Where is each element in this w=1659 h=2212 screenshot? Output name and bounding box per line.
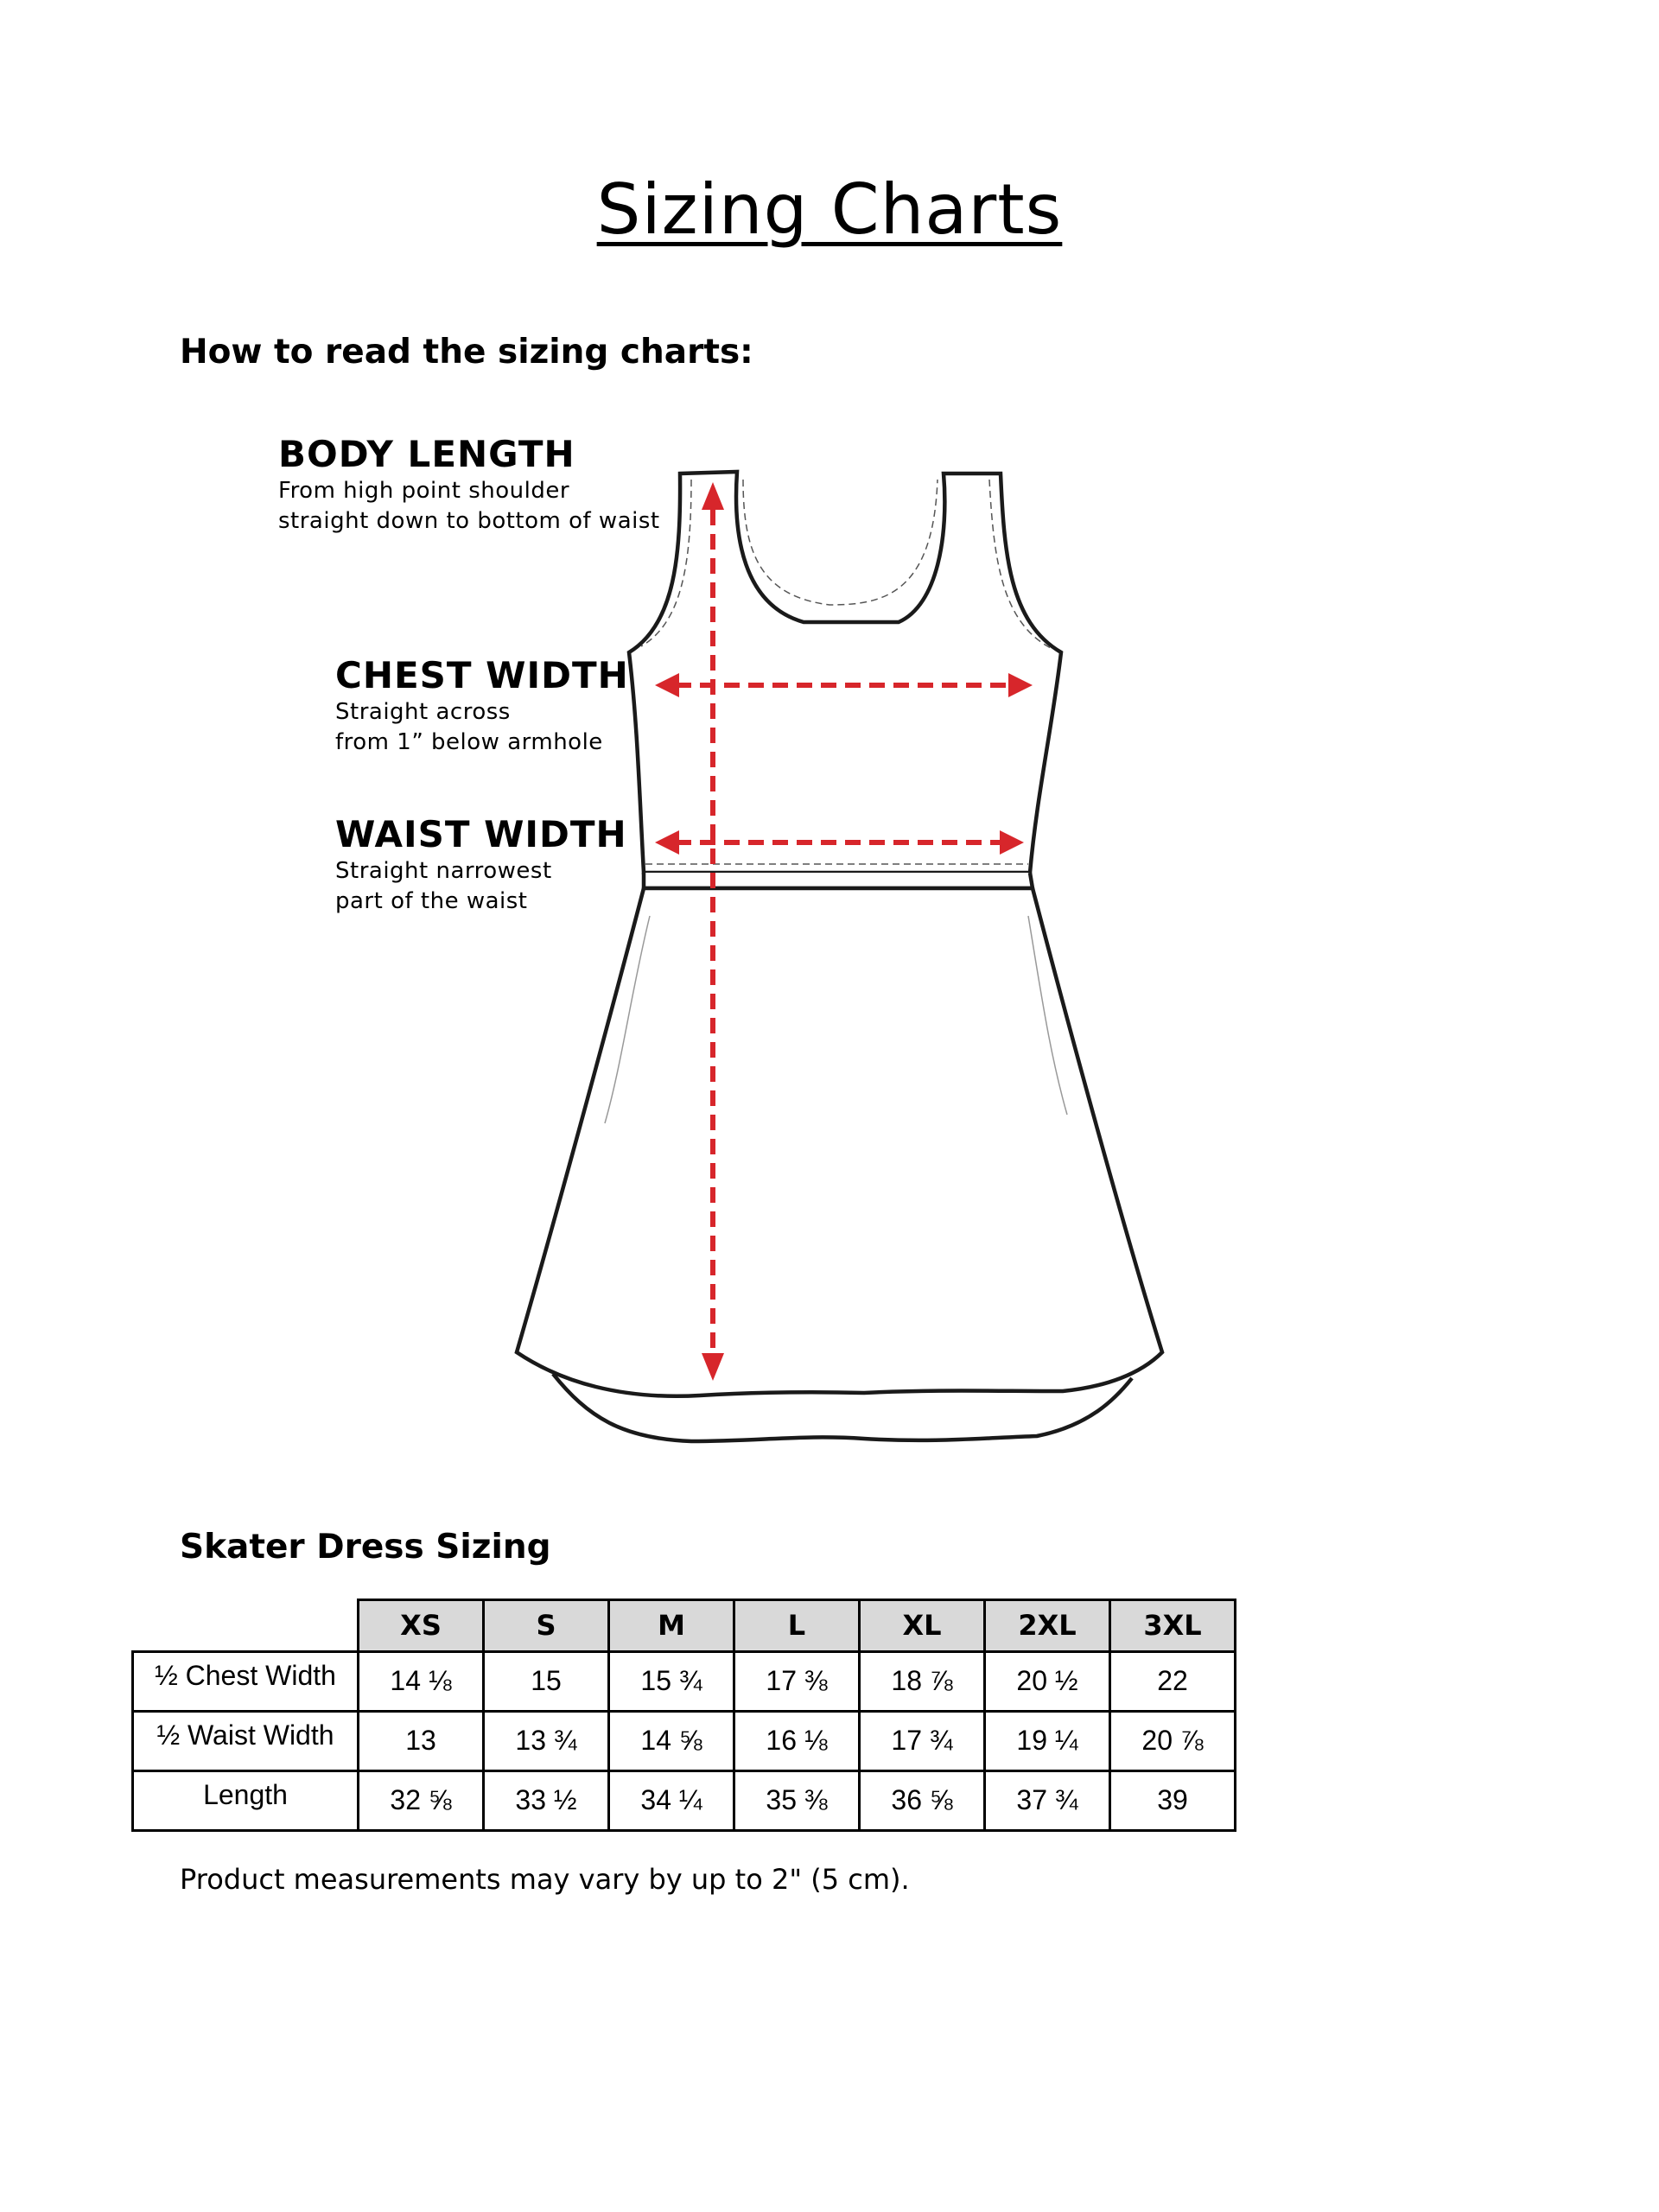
table-cell: 13 ¾ [484, 1711, 609, 1770]
how-to-heading: How to read the sizing charts: [180, 333, 753, 372]
table-cell: 14 ⅛ [359, 1651, 484, 1711]
table-cell: 14 ⅝ [609, 1711, 734, 1770]
size-table [131, 1599, 1236, 1832]
body-length-title: BODY LENGTH [278, 433, 575, 475]
table-cell: 20 ⅞ [1110, 1711, 1236, 1770]
chest-width-label [335, 655, 629, 757]
table-cell: 35 ⅜ [734, 1770, 860, 1830]
row-label: Length [133, 1770, 359, 1830]
waist-width-desc-1: Straight narrowest [335, 858, 552, 884]
row-label: ½ Waist Width [133, 1711, 359, 1770]
table-cell: 15 ¾ [609, 1651, 734, 1711]
size-header: S [484, 1600, 609, 1652]
size-header: M [609, 1600, 734, 1652]
table-cell: 15 [484, 1651, 609, 1711]
page-title: Sizing Charts [596, 169, 1063, 250]
table-row [133, 1770, 1236, 1830]
size-header: 2XL [985, 1600, 1110, 1652]
footnote: Product measurements may vary by up to 2" (5 cm). [180, 1863, 910, 1896]
table-cell: 37 ¾ [985, 1770, 1110, 1830]
skirt-outline [517, 888, 1162, 1396]
table-cell: 39 [1110, 1770, 1236, 1830]
waist-width-label [335, 814, 627, 916]
table-cell: 20 ½ [985, 1651, 1110, 1711]
size-header-row [133, 1600, 1236, 1652]
table-cell: 19 ¼ [985, 1711, 1110, 1770]
table-corner [133, 1600, 359, 1652]
table-cell: 22 [1110, 1651, 1236, 1711]
table-cell: 18 ⅞ [860, 1651, 985, 1711]
table-cell: 16 ⅛ [734, 1711, 860, 1770]
table-cell: 13 [359, 1711, 484, 1770]
size-header: XS [359, 1600, 484, 1652]
table-heading: Skater Dress Sizing [180, 1528, 551, 1567]
waist-width-desc-2: part of the waist [335, 888, 528, 914]
size-header: 3XL [1110, 1600, 1236, 1652]
size-header: L [734, 1600, 860, 1652]
chest-width-title: CHEST WIDTH [335, 654, 629, 696]
table-cell: 33 ½ [484, 1770, 609, 1830]
body-length-label [278, 434, 660, 536]
table-row [133, 1711, 1236, 1770]
body-length-desc-2: straight down to bottom of waist [278, 508, 660, 534]
body-length-desc-1: From high point shoulder [278, 478, 570, 504]
dress-outline [629, 472, 1061, 873]
table-cell: 17 ¾ [860, 1711, 985, 1770]
chest-width-desc-2: from 1” below armhole [335, 729, 603, 755]
table-cell: 36 ⅝ [860, 1770, 985, 1830]
table-row [133, 1651, 1236, 1711]
row-label: ½ Chest Width [133, 1651, 359, 1711]
table-cell: 34 ¼ [609, 1770, 734, 1830]
waist-width-title: WAIST WIDTH [335, 813, 627, 855]
waist-band [644, 873, 1033, 888]
size-header: XL [860, 1600, 985, 1652]
table-cell: 32 ⅝ [359, 1770, 484, 1830]
table-cell: 17 ⅜ [734, 1651, 860, 1711]
neck-stitch [743, 480, 938, 605]
chest-width-desc-1: Straight across [335, 699, 511, 725]
